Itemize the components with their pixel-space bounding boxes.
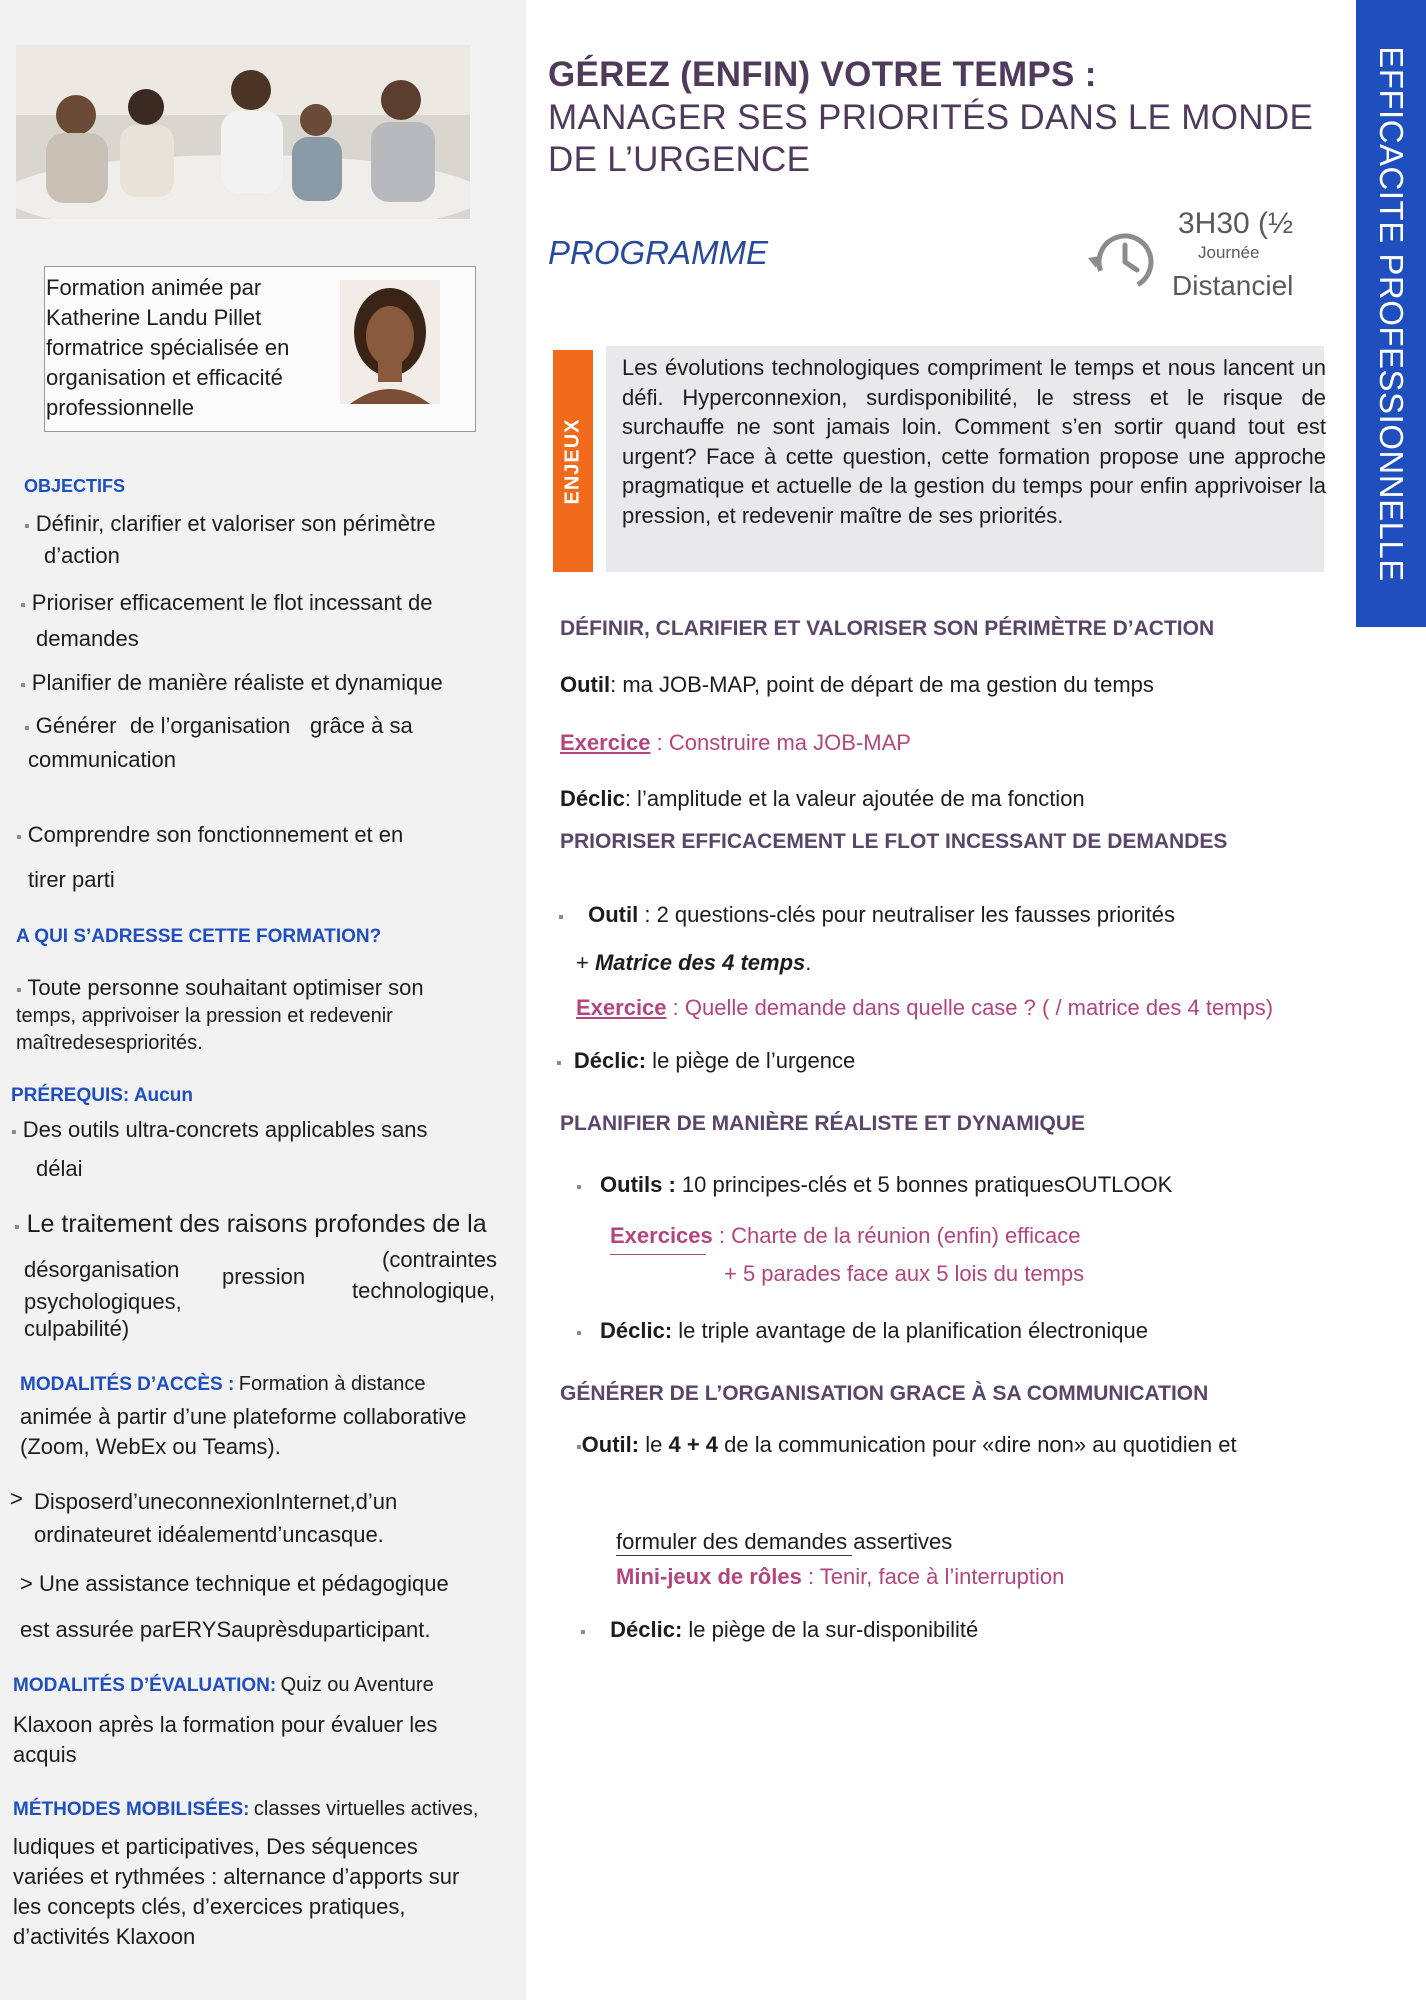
access-heading-line <box>20 1373 426 1396</box>
page-title: GÉREZ (ENFIN) VOTRE TEMPS : <box>548 55 1097 94</box>
label: Mini-jeux de rôles <box>616 1564 802 1589</box>
methods-heading: MÉTHODES MOBILISÉES: <box>13 1799 250 1820</box>
program-text: le piège de l’urgence <box>646 1048 856 1073</box>
label: Déclic: <box>573 1048 647 1073</box>
section-heading: GÉNÉRER DE L’ORGANISATION GRACE À SA COMMUNICATION <box>560 1382 1209 1405</box>
trainer-description <box>46 273 336 423</box>
category-text: EFFICACITE PROFESSIONNELLE <box>1373 45 1411 582</box>
prerequisite-text: désorganisation <box>24 1257 180 1282</box>
section-heading: PRIORISER EFFICACEMENT LE FLOT INCESSANT DE DEMANDES <box>560 830 1228 853</box>
prerequisite-text: technologique, <box>352 1278 496 1303</box>
bullet-icon: ▪ <box>558 909 564 926</box>
programme-heading: PROGRAMME <box>548 234 769 271</box>
team-photo <box>16 45 470 219</box>
methods-text: variées et rythmées : alternance d’apports sur <box>13 1864 460 1889</box>
program-text: le triple avantage de la planification électronique <box>672 1318 1148 1343</box>
format-label: Distanciel <box>1172 270 1294 301</box>
bullet-icon: ▪ <box>576 1179 582 1196</box>
label: Exercices <box>610 1223 713 1248</box>
access-text: ordinateuret idéalementd’uncasque. <box>34 1522 384 1547</box>
objective-text: Comprendre son fonctionnement et en <box>27 822 404 847</box>
program-line <box>560 730 911 756</box>
program-line <box>560 786 1085 812</box>
objective-text: Planifier de manière réaliste et dynamique <box>31 670 443 695</box>
program-text: le piège de la sur-disponibilité <box>682 1617 979 1642</box>
enjeux-label <box>553 350 593 572</box>
program-text: : Construire ma JOB-MAP <box>650 730 911 755</box>
objective-text: Prioriser efficacement le flot incessant de <box>31 590 433 615</box>
program-line <box>560 672 1154 698</box>
trainer-line: Formation animée par <box>46 275 262 300</box>
program-text: : ma JOB-MAP, point de départ de ma gestion du temps <box>610 672 1154 697</box>
bullet-icon: ▪ <box>11 1124 17 1141</box>
program-line <box>576 950 811 976</box>
program-text: : Tenir, face à l’interruption <box>801 1564 1065 1589</box>
objective-text: tirer parti <box>28 867 115 892</box>
trainer-line: formatrice spécialisée en <box>46 335 290 360</box>
program-text: : Quelle demande dans quelle case ? ( / matrice des 4 temps) <box>666 995 1274 1020</box>
bullet-icon: ▪ <box>580 1624 586 1641</box>
bullet-icon: ▪ <box>24 720 30 737</box>
divider <box>610 1254 706 1255</box>
label: Déclic <box>560 786 625 811</box>
prerequisite-text: Le traitement des raisons profondes de la <box>26 1210 487 1238</box>
program-line <box>610 1223 1080 1249</box>
label: Déclic: <box>610 1617 683 1642</box>
enjeux-text-label: ENJEUX <box>561 417 584 505</box>
program-line <box>576 1172 1172 1198</box>
program-line <box>576 995 1273 1021</box>
duration-label: 3H30 (½ <box>1178 207 1294 240</box>
bullet-icon: ▪ <box>576 1325 582 1342</box>
label: Exercice <box>576 995 667 1020</box>
objective-item <box>20 668 443 701</box>
program-text: de la communication pour «dire non» au quotidien et <box>718 1432 1237 1457</box>
section-heading: DÉFINIR, CLARIFIER ET VALORISER SON PÉRIMÈTRE D’ACTION <box>560 617 1215 640</box>
label: Déclic: <box>600 1318 673 1343</box>
objective-text: Définir, clarifier et valoriser son périmètre <box>35 511 436 536</box>
program-line <box>616 1564 1064 1590</box>
evaluation-heading: MODALITÉS D’ÉVALUATION: <box>13 1675 277 1696</box>
label: Outils : <box>600 1172 676 1197</box>
access-text: > Une assistance technique et pédagogique <box>20 1571 449 1596</box>
objective-item <box>24 711 117 744</box>
access-text: > <box>10 1486 23 1511</box>
trainer-line: Katherine Landu Pillet <box>46 305 262 330</box>
objective-text: de l’organisation <box>130 713 291 738</box>
program-text: 4 + 4 <box>668 1432 719 1457</box>
objective-text: demandes <box>36 626 139 651</box>
section-heading: PLANIFIER DE MANIÈRE RÉALISTE ET DYNAMIQUE <box>560 1112 1086 1135</box>
program-text: le <box>639 1432 669 1457</box>
evaluation-text: Klaxoon après la formation pour évaluer les <box>13 1712 438 1737</box>
objective-text: Générer <box>35 713 117 738</box>
audience-text: Toute personne souhaitant optimiser son <box>27 975 424 1000</box>
methods-text: d’activités Klaxoon <box>13 1924 196 1949</box>
prerequisites-heading: PRÉREQUIS: Aucun <box>11 1085 193 1106</box>
bullet-icon: ▪ <box>16 982 22 999</box>
objective-text: communication <box>28 747 176 772</box>
access-text: (Zoom, WebEx ou Teams). <box>20 1434 281 1459</box>
program-line <box>576 1318 1148 1344</box>
audience-item <box>16 973 424 1006</box>
objective-item <box>20 588 432 621</box>
program-text: : Charte de la réunion (enfin) efficace <box>712 1223 1081 1248</box>
bullet-icon: ▪ <box>24 518 30 535</box>
program-line <box>576 1432 1237 1458</box>
trainer-portrait <box>340 280 440 404</box>
methods-text: classes virtuelles actives, <box>253 1798 479 1820</box>
prerequisite-item <box>14 1210 487 1239</box>
access-text: Formation à distance <box>238 1373 426 1395</box>
program-line <box>558 902 1175 928</box>
evaluation-heading-line <box>13 1674 434 1697</box>
audience-text: temps, apprivoiser la pression et redevenir <box>16 1005 393 1027</box>
prerequisite-text: (contraintes <box>382 1247 497 1272</box>
bullet-icon: ▪ <box>20 677 26 694</box>
bullet-icon: ▪ <box>576 1439 582 1456</box>
enjeux-description: Les évolutions technologiques compriment le temps et nous lancent un défi. Hyperconnexion, surdisponibilité, le stress et le risque de surchauffe ne sont jamais loin. Comment s’en sortir quand tout est urgent? Face à cette question, cette formation propose une approche pragmatique et actuelle de la gestion du temps pour enfin apprivoiser la pression, et redevenir maître de ses priorités. <box>622 355 1326 528</box>
audience-heading: A QUI S’ADRESSE CETTE FORMATION? <box>16 926 382 947</box>
access-text: animée à partir d’une plateforme collaborative <box>20 1404 467 1429</box>
objective-item <box>24 509 436 542</box>
evaluation-text: acquis <box>13 1742 77 1767</box>
label: Outil: <box>581 1432 640 1457</box>
category-label <box>1356 0 1426 627</box>
access-heading: MODALITÉS D’ACCÈS : <box>20 1374 235 1395</box>
objective-text: d’action <box>44 543 120 568</box>
program-line <box>556 1048 855 1074</box>
program-text: : l’amplitude et la valeur ajoutée de ma fonction <box>624 786 1085 811</box>
page-subtitle: DE L’URGENCE <box>548 140 811 179</box>
prerequisite-text: Des outils ultra-concrets applicables sans <box>22 1117 428 1142</box>
methods-heading-line <box>13 1798 478 1821</box>
objective-item <box>16 820 403 853</box>
program-text: : 2 questions-clés pour neutraliser les fausses priorités <box>638 902 1176 927</box>
prerequisite-text: psychologiques, <box>24 1289 182 1314</box>
label: Outil <box>560 672 611 697</box>
trainer-line: organisation et efficacité <box>46 365 283 390</box>
methods-text: les concepts clés, d’exercices pratiques, <box>13 1894 406 1919</box>
program-text: + <box>576 950 595 975</box>
bullet-icon: ▪ <box>20 597 26 614</box>
access-text: Disposerd’uneconnexionInternet,d’un <box>34 1489 398 1514</box>
program-text: formuler des demandes assertives <box>616 1529 953 1554</box>
clock-icon <box>1082 226 1160 296</box>
methods-text: ludiques et participatives, Des séquences <box>13 1834 418 1859</box>
audience-text: maîtredesespriorités. <box>16 1032 203 1054</box>
program-text: . <box>805 950 812 975</box>
program-line <box>580 1617 978 1643</box>
label: Outil <box>588 902 639 927</box>
page-subtitle: MANAGER SES PRIORITÉS DANS LE MONDE <box>548 98 1314 137</box>
prerequisite-text: délai <box>36 1156 83 1181</box>
objectifs-heading: OBJECTIFS <box>24 476 126 496</box>
objective-text: grâce à sa <box>310 713 413 738</box>
label: Exercice <box>560 730 651 755</box>
prerequisite-text: pression <box>222 1264 306 1289</box>
prerequisite-text: culpabilité) <box>24 1316 130 1341</box>
trainer-line: professionnelle <box>46 395 194 420</box>
bullet-icon: ▪ <box>14 1219 20 1236</box>
matrix-label: Matrice des 4 temps <box>594 950 806 975</box>
access-text: est assurée parERYSauprèsduparticipant. <box>20 1617 431 1642</box>
divider <box>616 1555 852 1556</box>
program-text: 10 principes-clés et 5 bonnes pratiquesOUTLOOK <box>675 1172 1173 1197</box>
bullet-icon: ▪ <box>556 1055 562 1072</box>
prerequisite-item <box>11 1115 428 1148</box>
evaluation-text: Quiz ou Aventure <box>280 1674 434 1696</box>
program-text: + 5 parades face aux 5 lois du temps <box>724 1261 1085 1286</box>
duration-unit: Journée <box>1198 243 1260 262</box>
bullet-icon: ▪ <box>16 829 22 846</box>
